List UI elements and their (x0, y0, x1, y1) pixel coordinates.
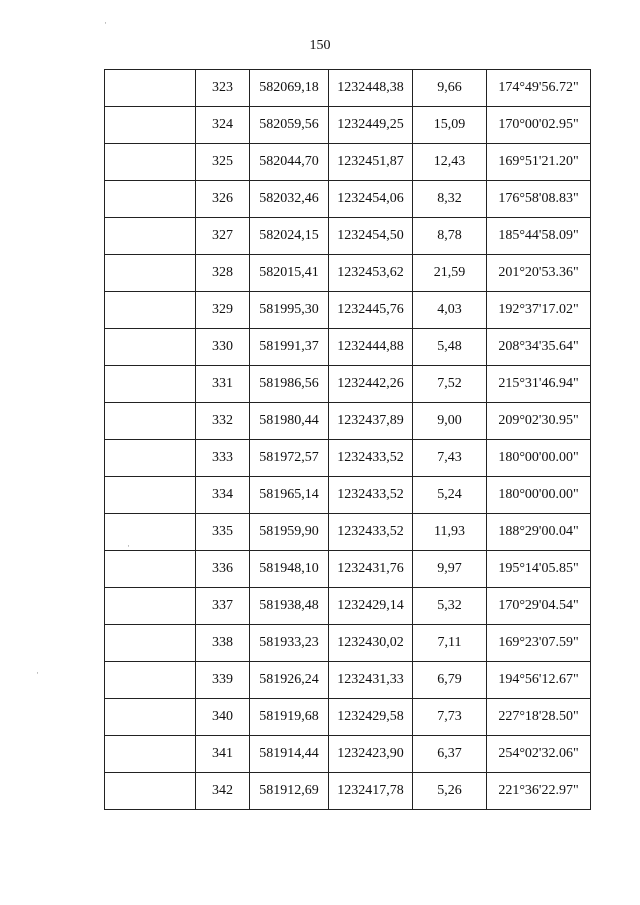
x-coordinate-cell: 581986,56 (250, 366, 329, 403)
row-label-cell (105, 773, 196, 810)
point-number-cell: 328 (196, 255, 250, 292)
point-number-cell: 334 (196, 477, 250, 514)
row-label-cell (105, 255, 196, 292)
table-row (105, 662, 591, 699)
y-coordinate-cell: 1232433,52 (329, 514, 413, 551)
point-number-cell: 342 (196, 773, 250, 810)
x-coordinate-cell: 581926,24 (250, 662, 329, 699)
distance-cell: 7,52 (413, 366, 487, 403)
point-number-cell: 323 (196, 70, 250, 107)
table-row (105, 699, 591, 736)
distance-cell: 12,43 (413, 144, 487, 181)
row-label-cell (105, 366, 196, 403)
x-coordinate-cell: 581938,48 (250, 588, 329, 625)
angle-cell: 176°58'08.83" (487, 181, 591, 218)
distance-cell: 11,93 (413, 514, 487, 551)
row-label-cell (105, 625, 196, 662)
angle-cell: 188°29'00.04" (487, 514, 591, 551)
point-number-cell: 329 (196, 292, 250, 329)
table-body (105, 70, 591, 810)
point-number-cell: 338 (196, 625, 250, 662)
row-label-cell (105, 736, 196, 773)
angle-cell: 180°00'00.00" (487, 440, 591, 477)
point-number-cell: 341 (196, 736, 250, 773)
point-number-cell: 336 (196, 551, 250, 588)
table-row (105, 329, 591, 366)
distance-cell: 7,43 (413, 440, 487, 477)
page-number: 150 (309, 38, 331, 53)
table-row (105, 70, 591, 107)
distance-cell: 7,73 (413, 699, 487, 736)
y-coordinate-cell: 1232417,78 (329, 773, 413, 810)
y-coordinate-cell: 1232444,88 (329, 329, 413, 366)
angle-cell: 169°51'21.20" (487, 144, 591, 181)
point-number-cell: 326 (196, 181, 250, 218)
y-coordinate-cell: 1232431,76 (329, 551, 413, 588)
distance-cell: 5,26 (413, 773, 487, 810)
x-coordinate-cell: 581948,10 (250, 551, 329, 588)
distance-cell: 9,00 (413, 403, 487, 440)
x-coordinate-cell: 582024,15 (250, 218, 329, 255)
table-row (105, 218, 591, 255)
point-number-cell: 327 (196, 218, 250, 255)
row-label-cell (105, 477, 196, 514)
x-coordinate-cell: 581959,90 (250, 514, 329, 551)
y-coordinate-cell: 1232445,76 (329, 292, 413, 329)
distance-cell: 21,59 (413, 255, 487, 292)
angle-cell: 174°49'56.72" (487, 70, 591, 107)
angle-cell: 195°14'05.85" (487, 551, 591, 588)
point-number-cell: 339 (196, 662, 250, 699)
coordinates-table (104, 69, 591, 810)
point-number-cell: 324 (196, 107, 250, 144)
y-coordinate-cell: 1232449,25 (329, 107, 413, 144)
y-coordinate-cell: 1232423,90 (329, 736, 413, 773)
y-coordinate-cell: 1232453,62 (329, 255, 413, 292)
row-label-cell (105, 551, 196, 588)
y-coordinate-cell: 1232454,06 (329, 181, 413, 218)
row-label-cell (105, 292, 196, 329)
angle-cell: 185°44'58.09" (487, 218, 591, 255)
y-coordinate-cell: 1232437,89 (329, 403, 413, 440)
point-number-cell: 340 (196, 699, 250, 736)
angle-cell: 170°00'02.95" (487, 107, 591, 144)
table-row (105, 144, 591, 181)
point-number-cell: 335 (196, 514, 250, 551)
distance-cell: 5,24 (413, 477, 487, 514)
y-coordinate-cell: 1232430,02 (329, 625, 413, 662)
scan-mark: · (104, 18, 107, 28)
distance-cell: 15,09 (413, 107, 487, 144)
table-row (105, 255, 591, 292)
distance-cell: 4,03 (413, 292, 487, 329)
distance-cell: 6,37 (413, 736, 487, 773)
table-row (105, 403, 591, 440)
y-coordinate-cell: 1232429,58 (329, 699, 413, 736)
x-coordinate-cell: 582044,70 (250, 144, 329, 181)
row-label-cell (105, 329, 196, 366)
distance-cell: 5,32 (413, 588, 487, 625)
row-label-cell (105, 70, 196, 107)
row-label-cell (105, 107, 196, 144)
angle-cell: 169°23'07.59" (487, 625, 591, 662)
point-number-cell: 325 (196, 144, 250, 181)
row-label-cell (105, 144, 196, 181)
angle-cell: 201°20'53.36" (487, 255, 591, 292)
point-number-cell: 337 (196, 588, 250, 625)
y-coordinate-cell: 1232431,33 (329, 662, 413, 699)
table-row (105, 292, 591, 329)
angle-cell: 208°34'35.64" (487, 329, 591, 366)
x-coordinate-cell: 582032,46 (250, 181, 329, 218)
angle-cell: 221°36'22.97" (487, 773, 591, 810)
x-coordinate-cell: 582059,56 (250, 107, 329, 144)
table-row (105, 477, 591, 514)
row-label-cell (105, 514, 196, 551)
point-number-cell: 332 (196, 403, 250, 440)
distance-cell: 6,79 (413, 662, 487, 699)
angle-cell: 194°56'12.67" (487, 662, 591, 699)
row-label-cell (105, 181, 196, 218)
x-coordinate-cell: 581972,57 (250, 440, 329, 477)
coordinates-table-container (104, 69, 591, 810)
angle-cell: 192°37'17.02" (487, 292, 591, 329)
x-coordinate-cell: 581991,37 (250, 329, 329, 366)
angle-cell: 254°02'32.06" (487, 736, 591, 773)
y-coordinate-cell: 1232429,14 (329, 588, 413, 625)
row-label-cell (105, 699, 196, 736)
x-coordinate-cell: 581965,14 (250, 477, 329, 514)
x-coordinate-cell: 581912,69 (250, 773, 329, 810)
row-label-cell (105, 440, 196, 477)
distance-cell: 8,32 (413, 181, 487, 218)
table-row (105, 440, 591, 477)
row-label-cell (105, 662, 196, 699)
x-coordinate-cell: 581980,44 (250, 403, 329, 440)
distance-cell: 8,78 (413, 218, 487, 255)
distance-cell: 9,97 (413, 551, 487, 588)
distance-cell: 7,11 (413, 625, 487, 662)
x-coordinate-cell: 581995,30 (250, 292, 329, 329)
x-coordinate-cell: 581919,68 (250, 699, 329, 736)
scan-mark: · (127, 541, 130, 551)
distance-cell: 9,66 (413, 70, 487, 107)
x-coordinate-cell: 581914,44 (250, 736, 329, 773)
y-coordinate-cell: 1232451,87 (329, 144, 413, 181)
y-coordinate-cell: 1232433,52 (329, 440, 413, 477)
table-row (105, 181, 591, 218)
table-row (105, 588, 591, 625)
y-coordinate-cell: 1232433,52 (329, 477, 413, 514)
scan-mark: · (36, 668, 39, 678)
table-row (105, 514, 591, 551)
table-row (105, 736, 591, 773)
point-number-cell: 333 (196, 440, 250, 477)
x-coordinate-cell: 581933,23 (250, 625, 329, 662)
angle-cell: 215°31'46.94" (487, 366, 591, 403)
angle-cell: 209°02'30.95" (487, 403, 591, 440)
angle-cell: 170°29'04.54" (487, 588, 591, 625)
distance-cell: 5,48 (413, 329, 487, 366)
row-label-cell (105, 403, 196, 440)
point-number-cell: 330 (196, 329, 250, 366)
table-row (105, 366, 591, 403)
table-row (105, 773, 591, 810)
y-coordinate-cell: 1232442,26 (329, 366, 413, 403)
y-coordinate-cell: 1232454,50 (329, 218, 413, 255)
x-coordinate-cell: 582015,41 (250, 255, 329, 292)
table-row (105, 551, 591, 588)
y-coordinate-cell: 1232448,38 (329, 70, 413, 107)
row-label-cell (105, 218, 196, 255)
x-coordinate-cell: 582069,18 (250, 70, 329, 107)
point-number-cell: 331 (196, 366, 250, 403)
angle-cell: 227°18'28.50" (487, 699, 591, 736)
row-label-cell (105, 588, 196, 625)
angle-cell: 180°00'00.00" (487, 477, 591, 514)
table-row (105, 625, 591, 662)
table-row (105, 107, 591, 144)
